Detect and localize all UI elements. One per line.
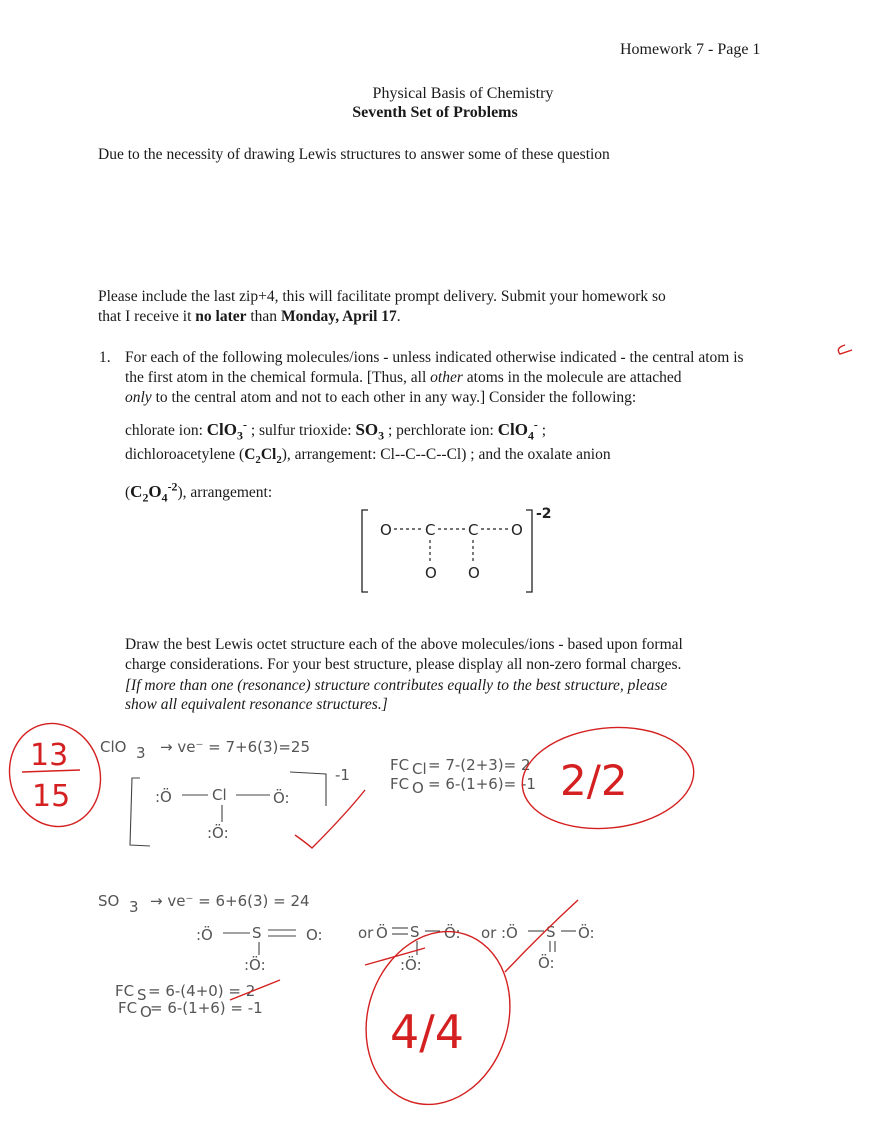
problem-line-2-post: atoms in the molecule are attached bbox=[462, 369, 682, 386]
clo3-check-mark bbox=[295, 790, 365, 848]
clo3-lewis-structure bbox=[130, 766, 350, 846]
clo3-oxygen-right: Ö: bbox=[273, 789, 290, 807]
so3-2-oxygen-bottom: :Ö: bbox=[400, 956, 422, 974]
due-date: Monday, April 17 bbox=[280, 308, 397, 325]
submit-line-2-pre: that I receive it bbox=[98, 308, 196, 325]
or-label-2: or bbox=[481, 924, 497, 942]
so3-3-sulfur: S bbox=[546, 923, 556, 941]
fc-o-value: = 6-(1+6)= -1 bbox=[428, 775, 536, 793]
problem-number: 1. bbox=[99, 349, 111, 366]
oxygen-atom-2: O bbox=[511, 521, 523, 539]
sulfur-label: sulfur trioxide: bbox=[259, 422, 356, 439]
fc-s-value: = 6-(4+0) = 2 bbox=[148, 982, 256, 1000]
so3-3-oxygen-bottom: Ö: bbox=[538, 954, 555, 972]
oxalate-formula: $C_2O_4^{-2}$ bbox=[130, 479, 178, 505]
oxygen-atom-4: O bbox=[468, 564, 480, 582]
so3-1-oxygen-right: O: bbox=[306, 926, 323, 944]
fc-s-label: FC bbox=[115, 982, 135, 1000]
fc-o2-label: FC bbox=[118, 999, 138, 1017]
clo3-oxygen-left: :Ö bbox=[155, 788, 172, 806]
so3-1-oxygen-left: :Ö bbox=[196, 926, 213, 944]
only-emphasis: only bbox=[125, 389, 152, 406]
oxalate-arrangement: ), arrangement: bbox=[177, 484, 273, 501]
fc-o-subscript: O bbox=[412, 779, 424, 797]
clo3-valence-count: → ve⁻ = 7+6(3)=25 bbox=[160, 738, 311, 756]
so3-subscript: 3 bbox=[129, 898, 139, 916]
total-score-denominator: 15 bbox=[32, 779, 71, 814]
clo3-subscript: 3 bbox=[136, 744, 146, 762]
so3-3-oxygen-left: :Ö bbox=[501, 924, 518, 942]
problem-line-3-post: to the central atom and not to each other in any way.] Consider the following: bbox=[151, 389, 637, 406]
so3-header: SO bbox=[98, 892, 120, 910]
total-score-numerator: 13 bbox=[30, 738, 69, 773]
so3-formula: $SO_3$ bbox=[355, 420, 385, 443]
than-text: than bbox=[246, 308, 281, 325]
problem-set-title: Seventh Set of Problems bbox=[352, 104, 518, 121]
submit-line-1: Please include the last zip+4, this will facilitate prompt delivery. Submit your homework so bbox=[98, 288, 666, 305]
so3-2-oxygen-left: Ö bbox=[376, 924, 388, 942]
problem-line-2-pre: the first atom in the chemical formula. [Thus, all bbox=[125, 369, 431, 386]
total-score bbox=[0, 713, 112, 837]
so3-3-oxygen-right: Ö: bbox=[578, 924, 595, 942]
fc-s-subscript: S bbox=[137, 986, 147, 1004]
fc-cl-label: FC bbox=[390, 756, 410, 774]
oxalate-charge: -2 bbox=[536, 506, 552, 522]
other-emphasis: other bbox=[430, 369, 463, 386]
instruction-line-2: charge considerations. For your best structure, please display all non-zero formal charges. bbox=[125, 656, 682, 673]
so3-structure-3 bbox=[481, 923, 595, 972]
clo3-ion-charge: -1 bbox=[335, 766, 350, 784]
so3-valence-count: → ve⁻ = 6+6(3) = 24 bbox=[150, 892, 310, 910]
so3-structure-2 bbox=[358, 923, 461, 974]
problem-line-1: For each of the following molecules/ions - unless indicated otherwise indicated - the central atom is bbox=[125, 349, 744, 366]
fc-o2-subscript: O bbox=[140, 1003, 152, 1021]
clo3-header: ClO bbox=[100, 738, 127, 756]
so3-structure-1 bbox=[196, 924, 323, 974]
dichloro-label: dichloroacetylene ( bbox=[125, 446, 245, 463]
carbon-atom-1: C bbox=[425, 521, 436, 539]
dichloro-formula: $C_2Cl_2$ bbox=[244, 446, 282, 467]
molecule-list-line-3: $(C_2O_4^{-2})$, arrangement: bbox=[125, 479, 273, 505]
so3-score-text: 4/4 bbox=[390, 1005, 465, 1059]
clo3-chlorine: Cl bbox=[212, 786, 227, 804]
oxygen-atom-1: O bbox=[380, 521, 392, 539]
fc-o2-value: = 6-(1+6) = -1 bbox=[150, 999, 263, 1017]
instruction-line-4: show all equivalent resonance structures.] bbox=[125, 696, 388, 713]
perchlorate-label: perchlorate ion: bbox=[396, 422, 498, 439]
so3-2-sulfur: S bbox=[410, 923, 420, 941]
dichloro-arrangement: ), arrangement: Cl--C--C--Cl) ; and the oxalate anion bbox=[281, 446, 611, 463]
period: . bbox=[396, 308, 401, 325]
clo3-score-text: 2/2 bbox=[560, 756, 628, 805]
so3-2-oxygen-right: Ö: bbox=[444, 924, 461, 942]
fc-o-label: FC bbox=[390, 775, 410, 793]
no-later-emphasis: no later bbox=[195, 308, 247, 325]
so3-1-sulfur: S bbox=[252, 924, 262, 942]
instruction-line-3: [If more than one (resonance) structure contributes equally to the best structure, please bbox=[125, 677, 668, 694]
carbon-atom-2: C bbox=[468, 521, 479, 539]
so3-1-oxygen-bottom: :Ö: bbox=[244, 956, 266, 974]
chlorate-label: chlorate ion: bbox=[125, 422, 207, 439]
course-title: Physical Basis of Chemistry bbox=[372, 85, 554, 102]
instruction-line-1: Draw the best Lewis octet structure each of the above molecules/ions - based upon formal bbox=[125, 636, 683, 653]
chlorate-formula: ClO$_3$- bbox=[206, 417, 247, 443]
clo3-score bbox=[517, 719, 699, 836]
molecule-list-line-1: chlorate ion: ClO$_3$- ; sulfur trioxide: $SO_3$ ; perchlorate ion: ClO$_4$- ; bbox=[125, 417, 547, 443]
intro-text: Due to the necessity of drawing Lewis structures to answer some of these question bbox=[98, 146, 610, 163]
so3-score bbox=[344, 913, 532, 1124]
oxygen-atom-3: O bbox=[425, 564, 437, 582]
clo3-oxygen-bottom: :Ö: bbox=[207, 824, 229, 842]
page-header-label: Homework 7 - Page 1 bbox=[620, 41, 761, 58]
perchlorate-formula: ClO$_4$- bbox=[497, 417, 538, 443]
fc-cl-subscript: Cl bbox=[412, 760, 427, 778]
fc-cl-value: = 7-(2+3)= 2 bbox=[428, 756, 531, 774]
or-label-1: or bbox=[358, 924, 374, 942]
margin-tick-mark bbox=[838, 345, 852, 354]
